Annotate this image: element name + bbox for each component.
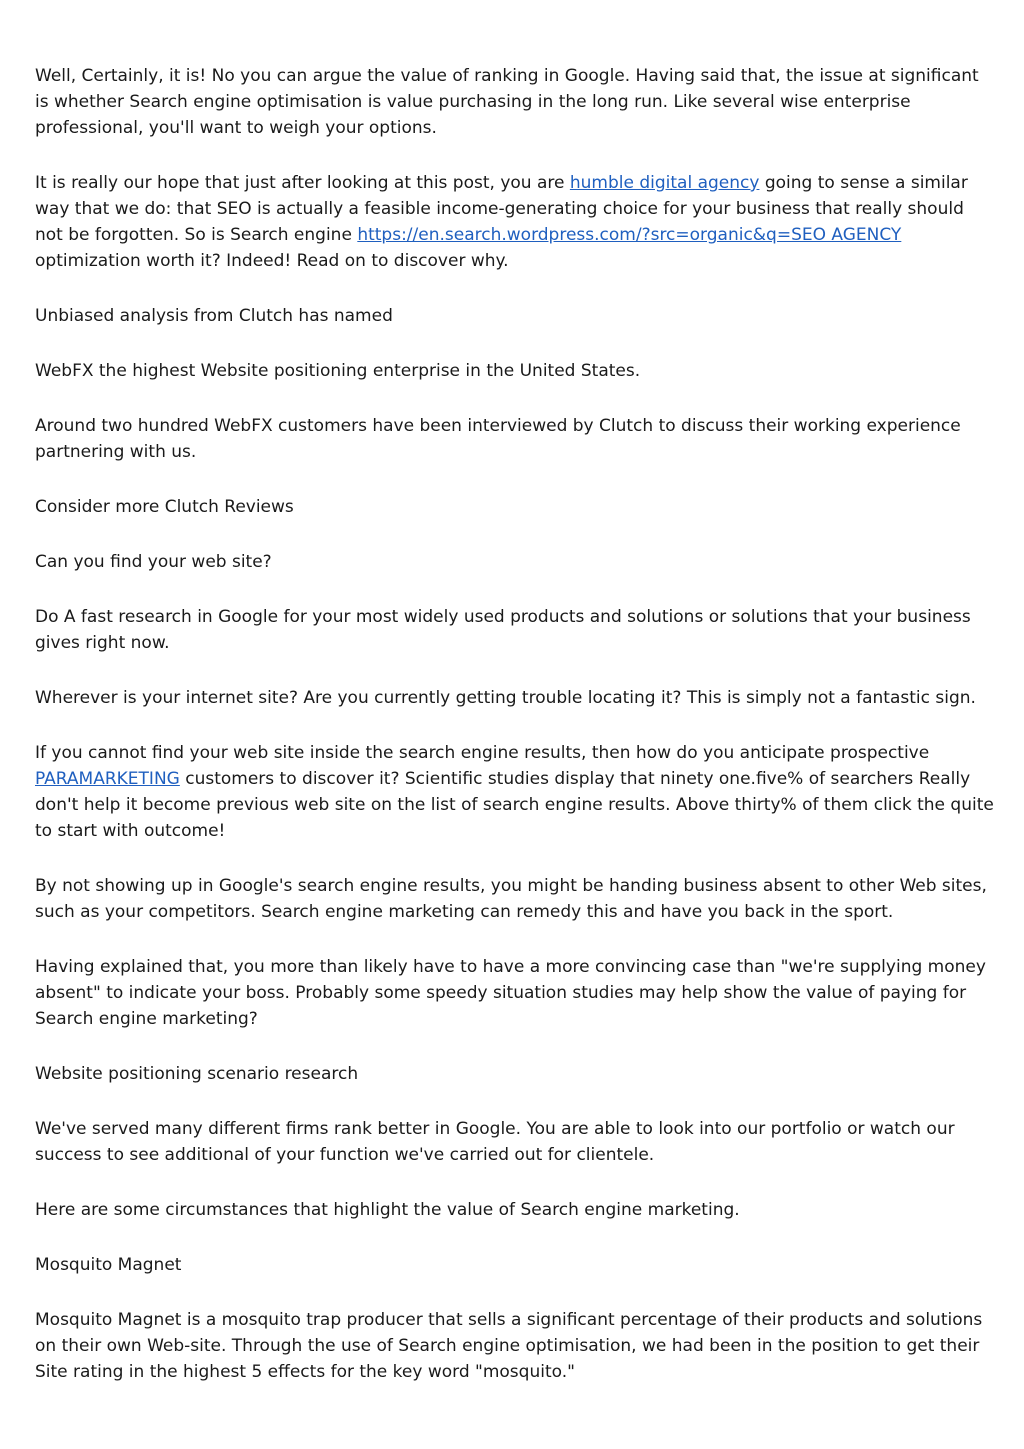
paragraph-cannot-find-text-b: customers to discover it? Scientific studies display that ninety one.five% of searchers Really don't help it become previous web site on the list of search engine results. Above thirty% of them click the quite to start with outcome! (35, 769, 994, 841)
paragraph-cannot-find-text-a: If you cannot find your web site inside the search engine results, then how do you anticipate prospective (35, 743, 930, 763)
paragraph-clutch-analysis: Unbiased analysis from Clutch has named (35, 306, 393, 326)
humble-digital-agency-link[interactable]: humble digital agency (569, 173, 760, 193)
paragraph-where-is-site: Wherever is your internet site? Are you currently getting trouble locating it? This is simply not a fantastic sign. (35, 688, 976, 708)
paragraph-clutch-interviews: Around two hundred WebFX customers have been interviewed by Clutch to discuss their working experience partnering with us. (35, 416, 961, 462)
paragraph-webfx-highest: WebFX the highest Website positioning enterprise in the United States. (35, 361, 641, 381)
paragraph-intro: Well, Certainly, it is! No you can argue the value of ranking in Google. Having said that, the issue at significant is whether Search engine optimisation is value purchasing in the long run. Like several wise enterprise professional, you'll want to weigh your options. (35, 66, 979, 138)
paragraph-google-research: Do A fast research in Google for your most widely used products and solutions or solutions that your business gives right now. (35, 607, 971, 653)
paragraph-clutch-reviews: Consider more Clutch Reviews (35, 497, 294, 517)
paragraph-cannot-find (35, 740, 995, 844)
heading-case-research: Website positioning scenario research (35, 1064, 359, 1084)
wordpress-search-link[interactable]: https://en.search.wordpress.com/?src=organic&q=SEO AGENCY (357, 225, 902, 245)
paragraph-convincing-case: Having explained that, you more than likely have to have a more convincing case than "we're supplying money absent" to indicate your boss. Probably some speedy situation studies may help show the value of paying for Search engine marketing? (35, 957, 986, 1029)
paragraph-served-firms: We've served many different firms rank better in Google. You are able to look into our portfolio or watch our success to see additional of your function we've carried out for clientele. (35, 1119, 955, 1165)
paragraph-hope-text-a: It is really our hope that just after looking at this post, you are (35, 173, 570, 193)
heading-find-your-site: Can you find your web site? (35, 552, 272, 572)
heading-mosquito-magnet: Mosquito Magnet (35, 1255, 182, 1275)
paragraph-mosquito-magnet: Mosquito Magnet is a mosquito trap producer that sells a significant percentage of their products and solutions on their own Web-site. Through the use of Search engine optimisation, we had been in the position to get their Site rating in the highest 5 effects for the key word "mosquito." (35, 1310, 983, 1382)
paragraph-circumstances: Here are some circumstances that highlight the value of Search engine marketing. (35, 1200, 740, 1220)
paragraph-hope-text-b: going to sense a similar way that we do: that SEO is actually a feasible income-generating choice for your business that really should not be forgotten. So is Search engine (35, 173, 968, 245)
paramarketing-link[interactable]: PARAMARKETING (35, 769, 180, 789)
paragraph-hope-text-c: optimization worth it? Indeed! Read on to discover why. (35, 251, 509, 271)
paragraph-not-showing-up: By not showing up in Google's search engine results, you might be handing business absent to other Web sites, such as your competitors. Search engine marketing can remedy this and have you back in the sport. (35, 876, 987, 922)
document-body (35, 63, 995, 1414)
paragraph-hope (35, 170, 995, 274)
